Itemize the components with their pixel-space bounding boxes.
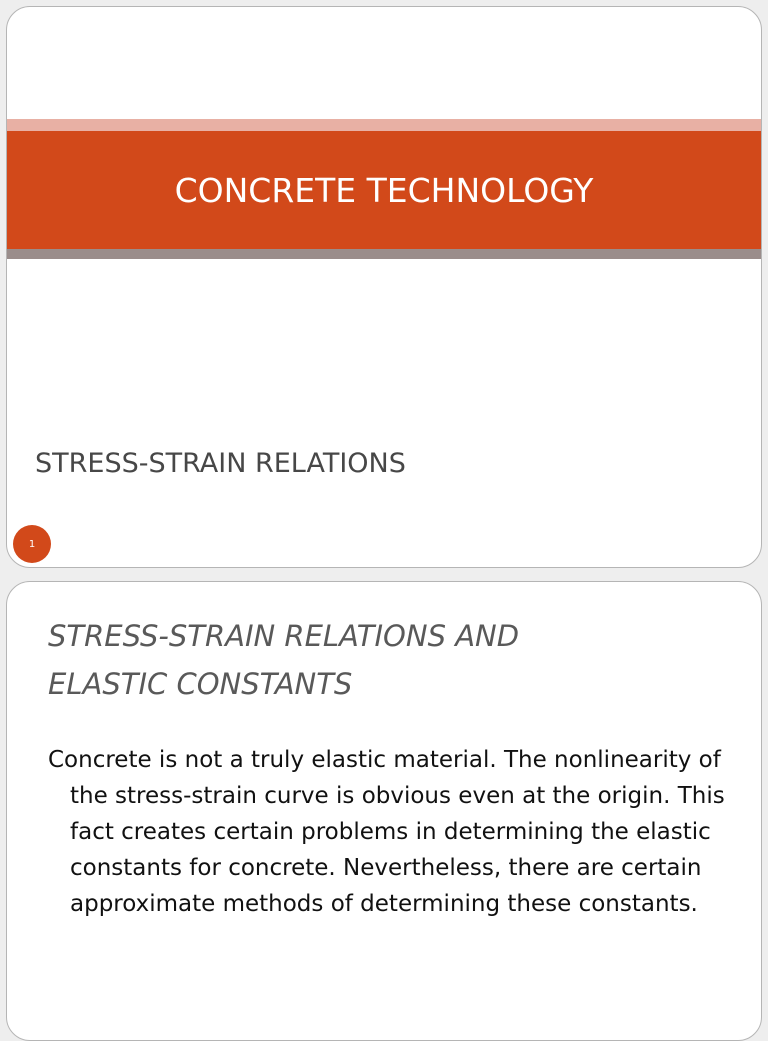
slide-heading: [48, 612, 519, 708]
subtitle-line-1: STRESS-STRAIN RELATIONS: [35, 448, 406, 479]
heading-line-1: STRESS-STRAIN RELATIONS AND: [48, 619, 520, 653]
title-bottom-band: [7, 249, 761, 259]
body-paragraph: Concrete is not a truly elastic material. The nonlinearity of the stress-strain curve is obvious even at the origin. This fact creates certain problems in determining the elastic constants for concrete. Nevertheless, there are certain approximate methods of determining these constants.: [48, 747, 725, 917]
title-band: [7, 131, 761, 249]
title-top-accent-band: [7, 119, 761, 131]
content-slide: [6, 581, 762, 1041]
page-number-badge: 1: [13, 525, 51, 563]
slide-title: CONCRETE TECHNOLOGY: [174, 170, 594, 210]
heading-line-2: ELASTIC CONSTANTS: [48, 667, 353, 701]
title-slide: [6, 6, 762, 568]
